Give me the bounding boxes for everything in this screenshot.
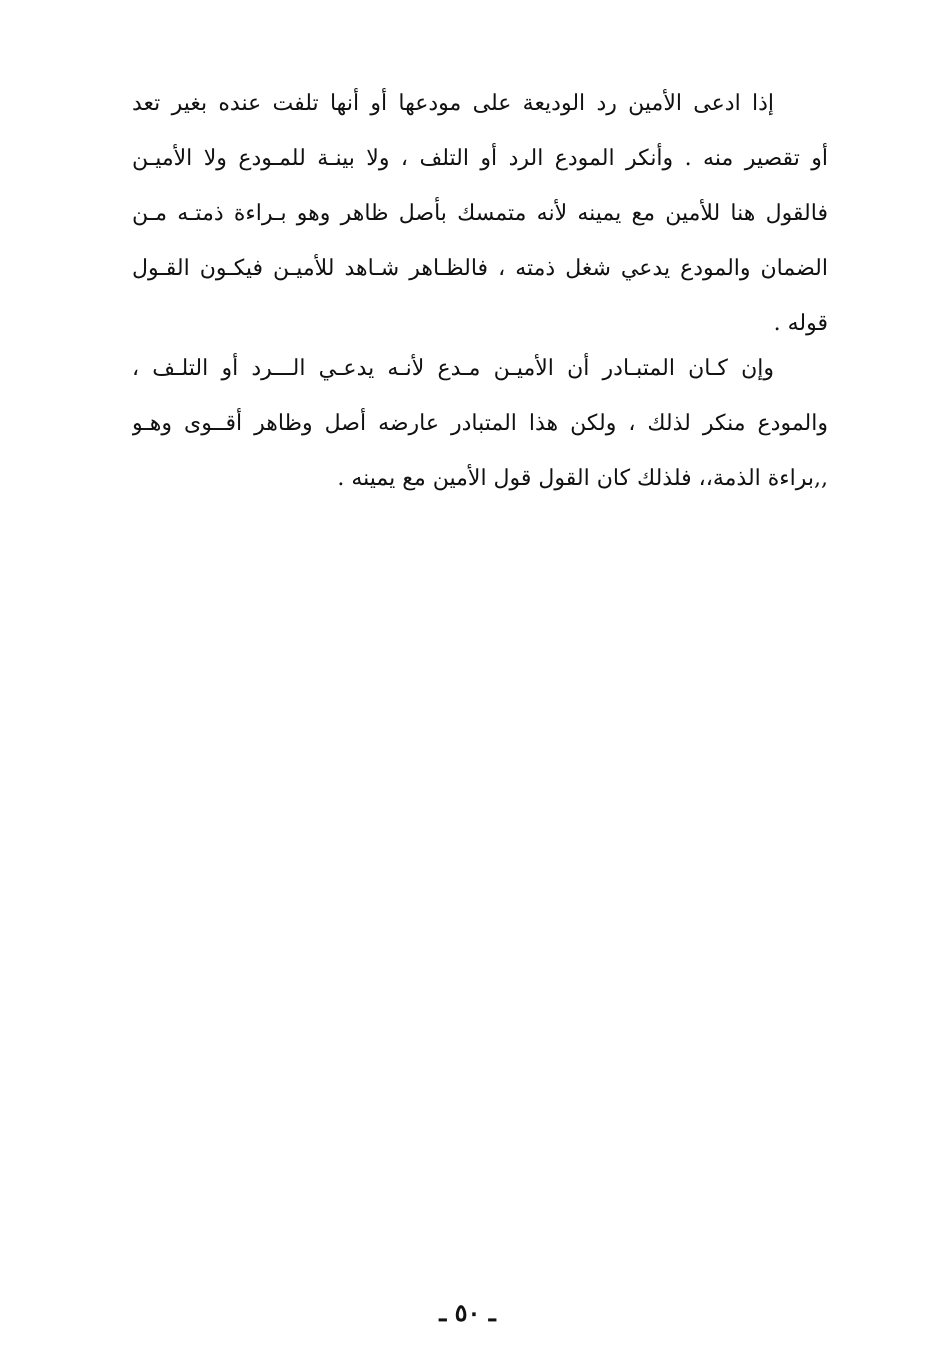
- paragraph-line: قوله .: [773, 311, 828, 336]
- paragraph-line: الضمان والمودع يدعي شغل ذمته ، فالظـاهر شـاهد للأميـن فيكـون القـول: [132, 256, 828, 281]
- paragraph-1: [132, 76, 828, 351]
- paragraph-2: [132, 341, 828, 506]
- paragraph-line: والمودع منكر لذلك ، ولكن هذا المتبادر عارضه أصل وظاهر أقــوى وهـو: [132, 411, 828, 436]
- paragraph-line: إذا ادعى الأمين رد الوديعة على مودعها أو أنها تلفت عنده بغير تعد: [132, 91, 774, 116]
- paragraph-line: أو تقصير منه . وأنكر المودع الرد أو التلف ، ولا بينـة للمـودع ولا الأميـن: [132, 146, 828, 171]
- page-number: ـ ٥٠ ـ: [439, 1298, 496, 1327]
- paragraph-line: وإن كـان المتبـادر أن الأميـن مـدع لأنـه يدعـي الـــرد أو التلـف ،: [132, 356, 774, 381]
- paragraph-line: ,,براءة الذمة،، فلذلك كان القول قول الأمين مع يمينه .: [337, 466, 828, 491]
- paragraph-line: فالقول هنا للأمين مع يمينه لأنه متمسك بأصل ظاهر وهو بـراءة ذمتـه مـن: [132, 201, 828, 226]
